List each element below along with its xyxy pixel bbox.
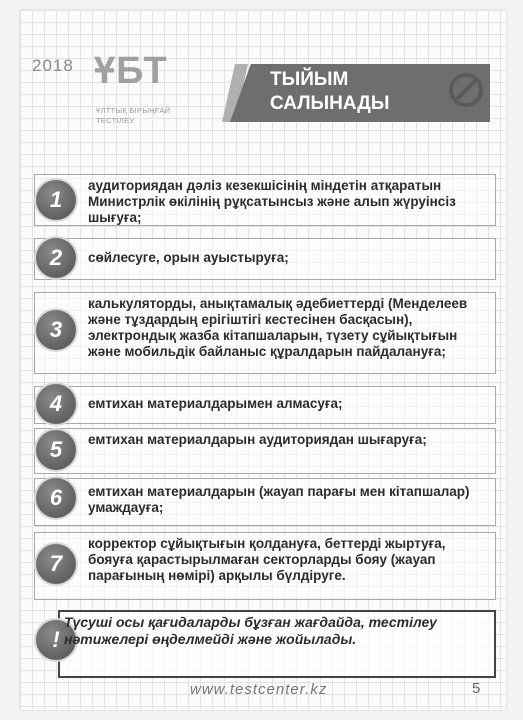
rule-text-1: аудиториядан дәліз кезекшісінің міндетін атқаратын Министрлік өкілінің рұқсатынсыз және алып жүруінсіз шығуға;	[88, 178, 456, 225]
rule-number-1: 1	[36, 180, 76, 220]
warning-text: Түсуші осы қағидаларды бұзған жағдайда, тестілеу нәтижелері өңделмейді және жойылады.	[64, 614, 437, 647]
rule-text-2: сөйлесуге, орын ауыстыруға;	[88, 250, 289, 265]
rule-number-4: 4	[36, 384, 76, 424]
rule-number-6: 6	[36, 478, 76, 518]
rule-number-2: 2	[36, 238, 76, 278]
footer-url: www.testcenter.kz	[190, 681, 328, 698]
rule-number-3: 3	[36, 310, 76, 350]
year-label: 2018	[32, 56, 74, 75]
rule-text-6: емтихан материалдарын (жауап парағы мен кітапшалар) умаждауға;	[88, 484, 470, 515]
page-number: 5	[472, 680, 481, 697]
rule-text-4: емтихан материалдарымен алмасуға;	[88, 396, 343, 411]
warning-icon: !	[36, 620, 76, 660]
rule-text-7: корректор сұйықтығын қолдануға, беттерді жыртуға, бояуға қарастырылмаған секторларды бояу (жауап парағының нөмірі) арқылы бүлдіруге.	[88, 536, 446, 583]
rule-text-3: калькуляторды, анықтамалық әдебиеттерді (Менделеев және тұздардың ерігіштігі кестесінен басқасын), электрондық жазба кітапшаларын, түзету сұйықтығын және мобильдік байланыс құралдарын пайдалануға;	[88, 296, 468, 359]
banner-title: ТЫЙЫМ САЛЫНАДЫ	[270, 69, 390, 114]
rule-text-5: емтихан материалдарын аудиториядан шығаруға;	[88, 432, 427, 447]
forbidden-icon	[448, 72, 484, 108]
logo-subtitle: ҰЛТТЫҚ БІРЫҢҒАЙ ТЕСТІЛЕУ	[96, 106, 171, 125]
rule-number-7: 7	[36, 544, 76, 584]
rule-number-5: 5	[36, 430, 76, 470]
ubt-logo: ҰБТ	[94, 50, 168, 92]
